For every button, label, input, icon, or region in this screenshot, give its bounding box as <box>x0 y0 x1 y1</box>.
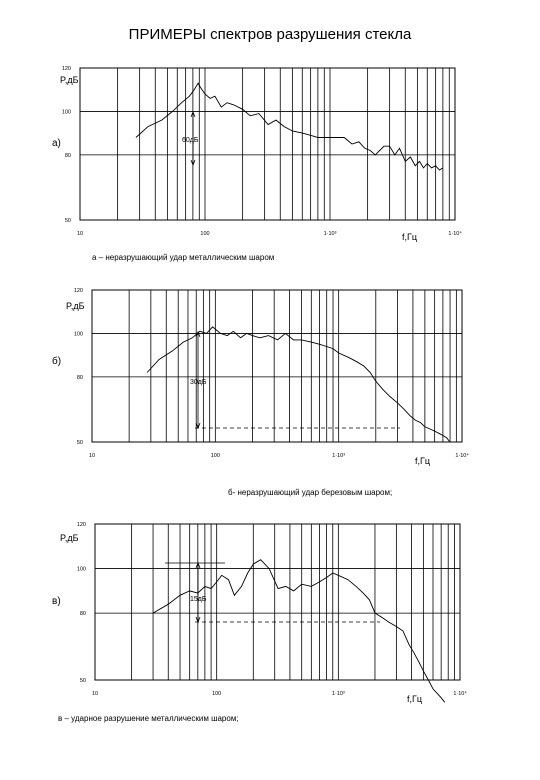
annotation-label: 60дБ <box>182 137 199 144</box>
y-tick-label: 50 <box>64 218 71 224</box>
x-tick-label: 100 <box>200 231 210 237</box>
page-title: ПРИМЕРЫ спектров разрушения стекла <box>128 26 412 43</box>
y-tick-label: 120 <box>61 66 71 72</box>
y-tick-label: 50 <box>79 678 86 684</box>
x-tick-label: 100 <box>210 453 220 459</box>
x-tick-label: 1·10⁴ <box>453 691 467 697</box>
caption-c: в – ударное разрушение металлическим шаром; <box>58 714 239 723</box>
x-tick-label: 1·10³ <box>331 691 345 697</box>
annotation-label: 15дБ <box>190 596 207 603</box>
y-tick-label: 80 <box>79 611 86 618</box>
x-tick-label: 1·10³ <box>332 453 346 459</box>
x-axis-label: f,Гц <box>415 456 431 466</box>
y-tick-label: 80 <box>64 152 71 159</box>
y-tick-label: 100 <box>76 566 86 573</box>
x-tick-label: 10 <box>88 453 96 459</box>
x-tick-label: 10 <box>91 691 99 697</box>
y-tick-label: 120 <box>73 288 83 294</box>
spectrum-line <box>136 83 443 170</box>
y-tick-label: 100 <box>61 109 71 116</box>
y-axis-label: P,дБ <box>60 75 79 85</box>
plot-frame <box>92 290 462 442</box>
caption-b: б- неразрушающий удар березовым шаром; <box>228 488 393 497</box>
panel-label: а) <box>52 138 61 149</box>
x-tick-label: 1·10⁴ <box>448 231 462 237</box>
caption-a: а – неразрушающий удар металлическим шаром <box>92 253 275 262</box>
x-axis-label: f,Гц <box>402 232 418 242</box>
panel-label: б) <box>52 356 62 367</box>
spectrum-line <box>153 560 445 703</box>
y-tick-label: 120 <box>76 522 86 528</box>
x-tick-label: 1·10⁴ <box>455 453 469 459</box>
x-tick-label: 1·10³ <box>323 231 337 237</box>
y-tick-label: 80 <box>76 374 83 381</box>
y-axis-label: P,дБ <box>60 533 79 543</box>
plot-frame <box>80 68 455 220</box>
panel-label: в) <box>52 596 61 607</box>
y-axis-label: P,дБ <box>66 301 85 311</box>
y-tick-label: 100 <box>73 331 83 338</box>
x-axis-label: f,Гц <box>407 694 423 704</box>
y-tick-label: 50 <box>76 440 83 446</box>
annotation-label: 30дБ <box>190 379 207 386</box>
plot-frame <box>95 524 460 680</box>
x-tick-label: 10 <box>76 231 84 237</box>
x-tick-label: 100 <box>212 691 222 697</box>
